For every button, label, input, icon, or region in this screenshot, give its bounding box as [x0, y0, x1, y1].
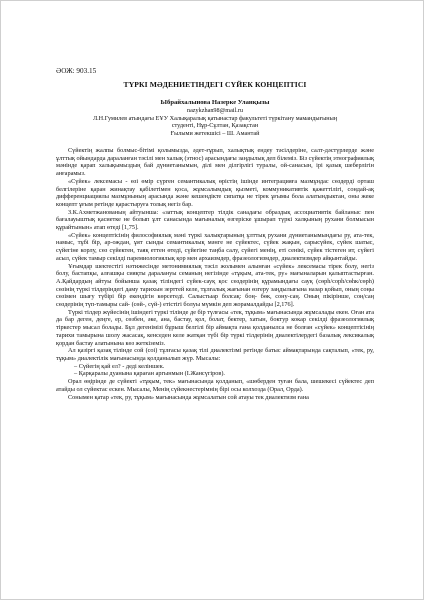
udc-code: ӘОЖ: 903.15 [56, 67, 97, 75]
document-body [56, 67, 374, 401]
scientific-advisor: Ғылыми жетекшісі – Ш. Амантай [170, 129, 260, 137]
paragraph: Сүйектің жалпы болмыс-бітімі қолымызда, әдет-ғұрып, халықтық ендеу тәсілдеріне, салт-дәстүрлерде және ұлттық ойындарда дараланған тәсілі мен халық (этнос) арасындағы заңдылық деп білеміз. Біз сүйектің этнографиялық мәнінде қарап халықымыздың бай дүниетанымын, ділі мен ділгірлігі туралы, ой-санасын, ірі қазық шеберлігін анғарамыз. [56, 147, 374, 178]
author-name: Ыбрайхалынова Назерке Уланқызы [160, 99, 270, 106]
paragraph: «Сүйек» концептісінің философиялық мәні түркі халықтарының ұлттық рухани дүниетанымындағы ру, ата-тек, намыс, тұбі бір, ар-ождан, ұят сынды семантикалық мәнге не сүйектес, сүйек жақын, сарысүйек, сүйек шатыс, сүйегіне корлу, сөз сүйектен, таяқ еттен өтеді, сүйегіне таңба салу, сүйегі менің, еті сенікі, сүйек тістеген ит, сүйегі асыл, сүйек тамыр секілді паремиологиялық қор мен архаизмдер, фразеологизмдер, диалектизмдер айқынтайды. [56, 231, 374, 262]
article-title: ТҮРКІ МӘДЕНИЕТІНДЕГІ СҮЙЕК КОНЦЕПТІСІ [123, 80, 307, 89]
quote-line: – Сүйегің қай ел? - деді келіншек. [74, 362, 165, 370]
paragraph: Ұғымдар шектестігі нәтижесінде метонимиялық тәсіл жолымен алынған «сүйек» лексемасы тірек болу, негіз болу, бастапқы, алғашқы сияқты даралануы семаның негізінде «тұқым, ата-тек, ру» мағыналарын қалыптастырған. А.Қайдардың айтуы бойынша қазақ тіліндегі сүйек-сауқ қос сөздерінің құрамындағы сауқ (сөрһ/сорһ/сөһк/сөрһ) сөзінің түркі тілдеріндегі даму тарихын зерттей келе, тұлғалық жағынан өзгеру заңдылығына назар қойып, оның соңы сөзімен шығу түбірі бір екендігін көрсетеді. Салыстыар болсақ: боң- бөк, сону-саң. Оның пікірінше, соң/саң сөздерінің түп-тамыры сай- (сөй-, сүй-) етістігі болуы мүмкін деп жорамалдайды [2,176]. [56, 262, 374, 309]
paragraph: Ал қазіргі қазақ тілінде сой (соі) тұлғасы қазақ тілі диалектізмі ретінде батыс аймақтарында сақталып, «тек, ру, тұқым» диалектілік мағынасында қолданылып жүр. Мысалы: [56, 347, 374, 362]
author-email: nazykzhan98@mail.ru [186, 107, 244, 114]
paragraph: Түркі тілдер жүйесінің ішіндегі түркі тілінде де бір түлғасы «тек, тұқым» мағынасында жұмсалады екен. Оған ата да бар деген, деңге, ер, сөзбен, әке, ана, бастау, қол, болат, бектер, хатын, боктур кокар секілді фразеологиялық тіркестер мысал болады. Бұл дегенімізі бұрыш белгілі бір аймақта ғана қолданылса не болған «сүйек» концептісінің тарихи тамырына шолу жасасақ, кенседен келе жатқан түбі бір түркі тілдерінің диалектілердегі базалық лексикалық қордан бастау алатынына көз жеткіземіз. [56, 308, 374, 347]
quote-line: – Қарқаралы дуанына қараған аргынмын (І.Жансүгіров). [74, 370, 225, 378]
paragraph: Орал өңірінде де сүйекті «тұқым, тек» мағынасында қолданып, «шөберден туған бала, шешекесі сүйектес деп атайды ол сүйектас ескен. Мысалы, Менің сүйекнестерімнің бірі осы колхозда (Орал, Орда). [56, 378, 374, 393]
affiliation-line-2: студенті, Нұр-Сұлтан, Қазақстан [171, 122, 259, 129]
paragraph: З.К.Ахметжанованың айтуынша: «заттық концептер тілдік санадағы образдық ассоциативтік байланыс пен бағалауыштық қасиетке не болып ұлт санасында мағыналық өзгеріске ұшырап түркі халқының рухани болмысын құрайтынын» атап өтеді [1,75]. [56, 208, 374, 232]
affiliation-line-1: Л.Н.Гумилев атындағы ЕҰУ Халықаралық қатынастар факультеті түркітану мамандығының [92, 114, 338, 122]
paragraph: «Сүйек» лексемасы - өзі өмір сүрген семантикалық өрістің ішінде интеграцияға мазмұндас сөздерді орташ белгілеріне қаран жинақтау қабілетімен қоса, жұмсалымдық қызметі, коммуникативтік қажеттілігі, сондай-ақ дифференциациялы мазмұнының арасында және кешендікте сипатқа не тірек ұғымы бола алатындыктан, оны жеке концепт ұғым ретінде қарастыруға толық негіз бар. [56, 177, 374, 208]
paragraph: Сонымен қатар «тек, ру, тұқым» мағынасында жұмсалатын сой атауы тек диалектизм ғана [68, 393, 309, 401]
